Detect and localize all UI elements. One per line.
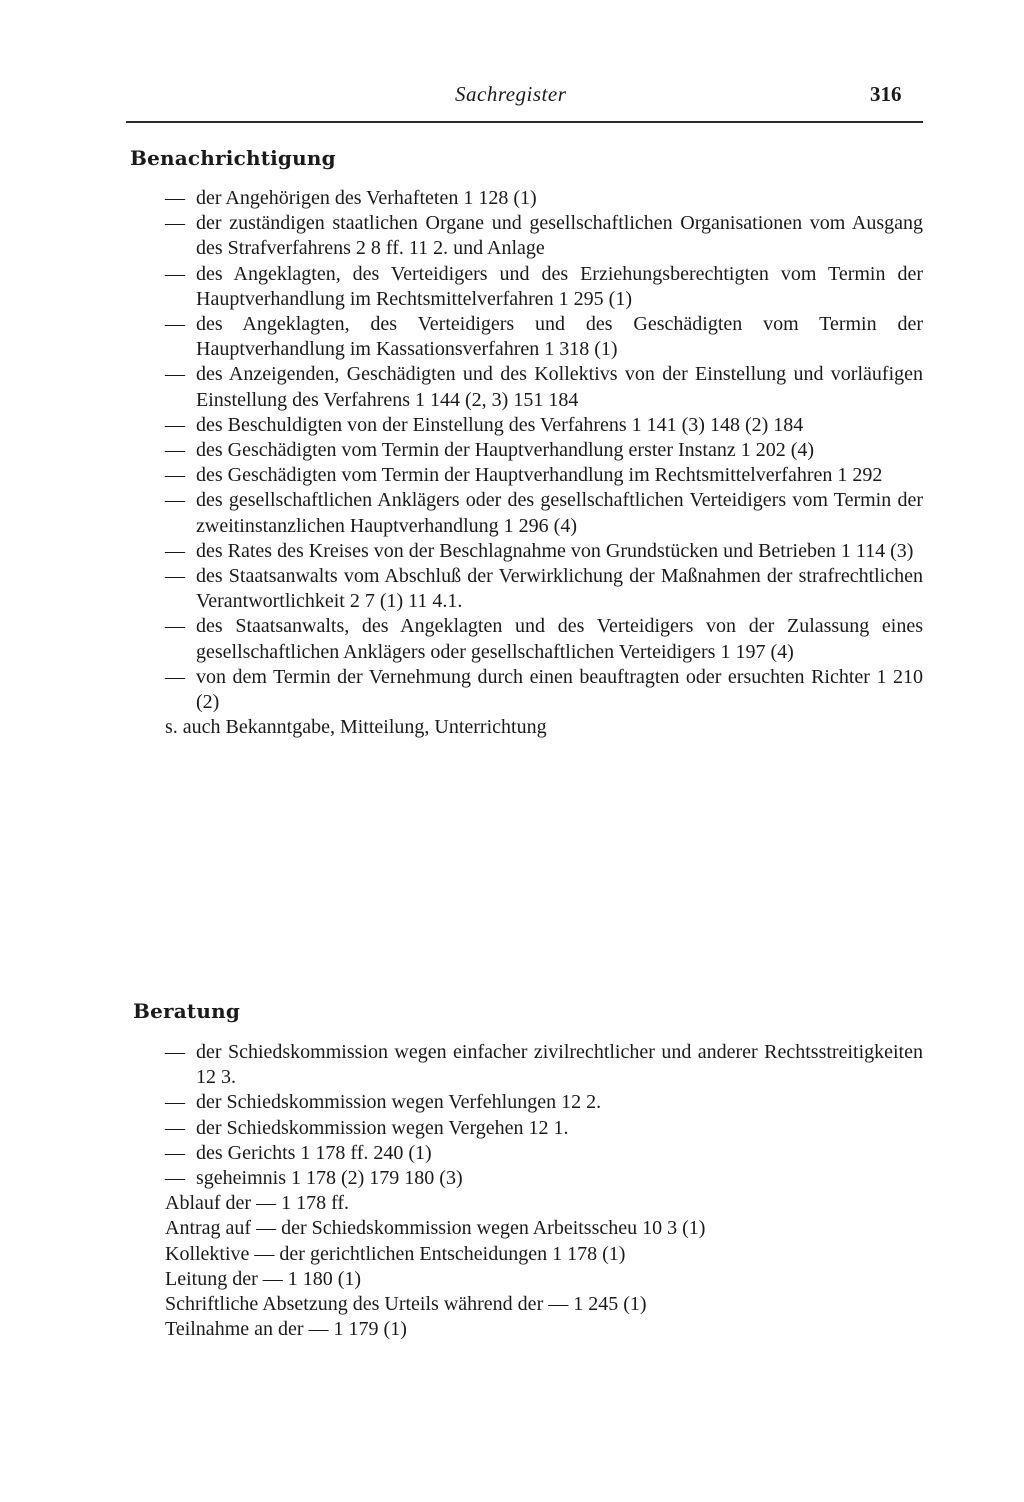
index-entry: Kollektive — der gerichtlichen Entscheidungen 1 178 (1) (165, 1242, 626, 1265)
index-entry: Ablauf der — 1 178 ff. (165, 1192, 350, 1215)
index-entry: — der Angehörigen des Verhafteten 1 128 (1) (165, 186, 923, 211)
index-entry: — des Anzeigenden, Geschädigten und des Kollektivs von der Einstellung und vorläufigen Einstellung des Verfahrens 1 144 (2, 3) 151 184 (165, 362, 923, 412)
index-entry: — von dem Termin der Vernehmung durch einen beauftragten oder ersuchten Richter 1 210 (2) (165, 665, 923, 715)
section-heading-beratung: Beratung (133, 999, 241, 1023)
entry-list-beratung (165, 1040, 923, 1342)
index-entry: Antrag auf — der Schiedskommission wegen Arbeitsscheu 10 3 (1) (165, 1217, 706, 1240)
index-entry: — des Geschädigten vom Termin der Hauptverhandlung im Rechtsmittelverfahren 1 292 (165, 463, 923, 488)
index-entry: — der Schiedskommission wegen Verfehlungen 12 2. (165, 1090, 923, 1115)
entry-list-benachrichtigung (165, 186, 923, 740)
page-number: 316 (870, 82, 902, 106)
index-entry: Leitung der — 1 180 (1) (165, 1267, 362, 1290)
index-entry: — des Staatsanwalts vom Abschluß der Verwirklichung der Maßnahmen der strafrechtlichen Verantwortlichkeit 2 7 (1) 11 4.1. (165, 564, 923, 614)
index-entry: — des Gerichts 1 178 ff. 240 (1) (165, 1141, 923, 1166)
index-entry: — der Schiedskommission wegen Vergehen 12 1. (165, 1116, 923, 1141)
see-also-entry: s. auch Bekanntgabe, Mitteilung, Unterrichtung (165, 716, 547, 739)
index-entry: — des Beschuldigten von der Einstellung des Verfahrens 1 141 (3) 148 (2) 184 (165, 413, 923, 438)
section-heading-benachrichtigung: Benachrichtigung (130, 146, 336, 170)
index-entry: — des Geschädigten vom Termin der Hauptverhandlung erster Instanz 1 202 (4) (165, 438, 923, 463)
index-entry: Teilnahme an der — 1 179 (1) (165, 1318, 407, 1341)
index-entry: — des Angeklagten, des Verteidigers und des Erziehungsberechtigten vom Termin der Hauptverhandlung im Rechtsmittelverfahren 1 295 (1) (165, 262, 923, 312)
header-divider (126, 121, 923, 123)
index-entry: — des Angeklagten, des Verteidigers und des Geschädigten vom Termin der Hauptverhandlung im Kassationsverfahren 1 318 (1) (165, 312, 923, 362)
index-entry: Schriftliche Absetzung des Urteils während der — 1 245 (1) (165, 1293, 647, 1316)
index-entry: — sgeheimnis 1 178 (2) 179 180 (3) (165, 1166, 923, 1191)
index-entry: — des gesellschaftlichen Anklägers oder des gesellschaftlichen Verteidigers vom Termin der zweitinstanzlichen Hauptverhandlung 1 296 (4) (165, 488, 923, 538)
index-entry: — der zuständigen staatlichen Organe und gesellschaftlichen Organisationen vom Ausgang des Strafverfahrens 2 8 ff. 11 2. und Anlage (165, 211, 923, 261)
index-entry: — der Schiedskommission wegen einfacher zivilrechtlicher und anderer Rechtsstreitigkeiten 12 3. (165, 1040, 923, 1090)
index-entry: — des Rates des Kreises von der Beschlagnahme von Grundstücken und Betrieben 1 114 (3) (165, 539, 923, 564)
running-title: Sachregister (455, 82, 567, 106)
index-entry: — des Staatsanwalts, des Angeklagten und des Verteidigers von der Zulassung eines gesellschaftlichen Anklägers oder gesellschaftlichen Verteidigers 1 197 (4) (165, 614, 923, 664)
